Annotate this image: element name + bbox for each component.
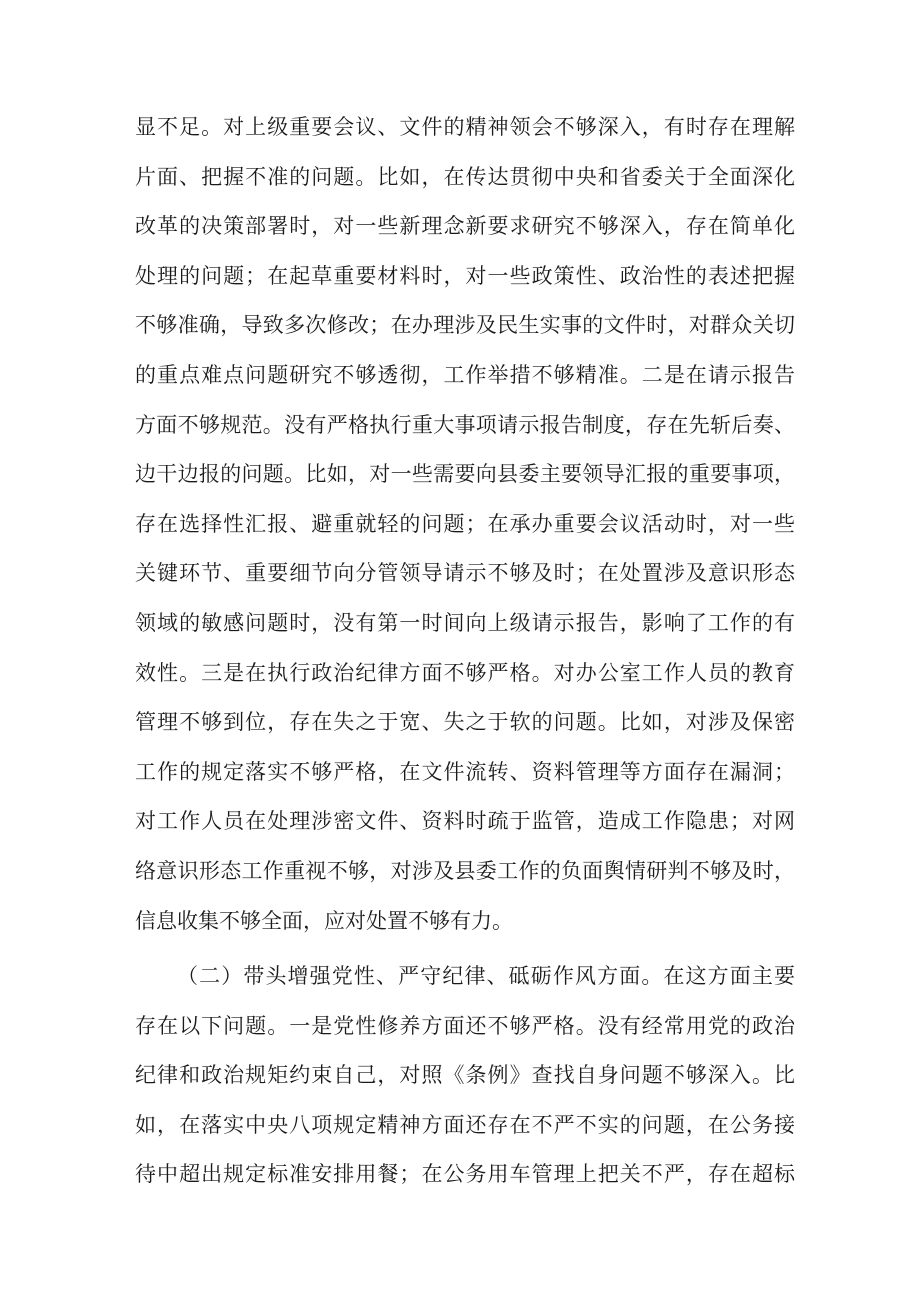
text-line: 对工作人员在处理涉密文件、资料时疏于监管，造成工作隐患；对网 [135, 809, 795, 834]
text-line: 不够准确，导致多次修改；在办理涉及民生实事的文件时，对群众关切 [135, 313, 795, 338]
text-line: 工作的规定落实不够严格，在文件流转、资料管理等方面存在漏洞； [135, 759, 795, 784]
text-line: 片面、把握不准的问题。比如，在传达贯彻中央和省委关于全面深化 [135, 164, 795, 189]
text-line: 效性。三是在执行政治纪律方面不够严格。对办公室工作人员的教育 [135, 660, 795, 685]
text-line: 方面不够规范。没有严格执行重大事项请示报告制度，存在先斩后奏、 [135, 412, 795, 437]
text-line: 如，在落实中央八项规定精神方面还存在不严不实的问题，在公务接 [135, 1112, 795, 1137]
text-line: 边干边报的问题。比如，对一些需要向县委主要领导汇报的重要事项， [135, 462, 795, 487]
text-line: 关键环节、重要细节向分管领导请示不够及时；在处置涉及意识形态 [135, 561, 795, 586]
text-line: 纪律和政治规矩约束自己，对照《条例》查找自身问题不够深入。比 [135, 1063, 795, 1088]
text-line: 显不足。对上级重要会议、文件的精神领会不够深入，有时存在理解 [135, 115, 795, 139]
body-text [135, 103, 795, 1200]
text-line: 的重点难点问题研究不够透彻，工作举措不够精准。二是在请示报告 [135, 362, 795, 387]
text-line: 待中超出规定标准安排用餐；在公务用车管理上把关不严，存在超标 [135, 1162, 795, 1187]
text-line: 管理不够到位，存在失之于宽、失之于软的问题。比如，对涉及保密 [135, 710, 795, 735]
section-heading-line: （二）带头增强党性、严守纪律、砥砺作风方面。在这方面主要 [177, 964, 795, 989]
text-line: 处理的问题；在起草重要材料时，对一些政策性、政治性的表述把握 [135, 263, 795, 288]
text-line: 领域的敏感问题时，没有第一时间向上级请示报告，影响了工作的有 [135, 610, 795, 635]
paragraph-2 [135, 952, 795, 1200]
text-line: 存在选择性汇报、避重就轻的问题；在承办重要会议活动时，对一些 [135, 511, 795, 536]
text-line: 存在以下问题。一是党性修养方面还不够严格。没有经常用党的政治 [135, 1013, 795, 1038]
paragraph-1 [135, 103, 795, 946]
text-line: 信息收集不够全面，应对处置不够有力。 [135, 908, 513, 933]
text-line: 改革的决策部署时，对一些新理念新要求研究不够深入，存在简单化 [135, 214, 795, 239]
text-line: 络意识形态工作重视不够，对涉及县委工作的负面舆情研判不够及时， [135, 858, 795, 883]
